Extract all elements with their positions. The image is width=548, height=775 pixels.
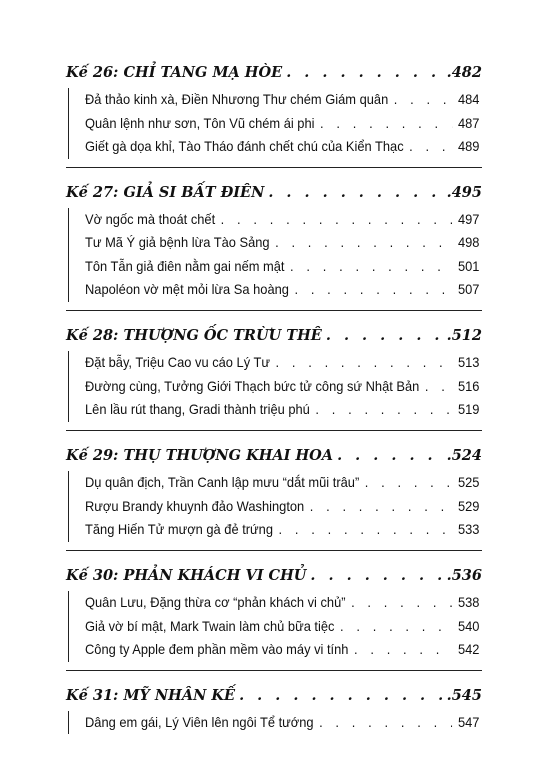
table-of-contents [66, 60, 482, 734]
dot-leader [294, 278, 452, 302]
entry-title: Đường cùng, Tưởng Giới Thạch bức tử công sứ Nhật Bản [85, 377, 420, 394]
entry-page-number: 538 [457, 594, 480, 611]
entry-title: Napoléon vờ mệt mỏi lừa Sa hoàng [85, 281, 289, 298]
dot-leader [279, 518, 453, 542]
toc-entry[interactable] [85, 615, 479, 639]
dot-leader [239, 683, 443, 709]
chapter-title: Kế 27: GIẢ SI BẤT ĐIÊN [66, 183, 265, 201]
chapter-title: Kế 29: THỤ THƯỢNG KHAI HOA [66, 447, 334, 465]
chapter-divider [66, 310, 482, 311]
dot-leader [354, 638, 452, 662]
entry-page-number: 487 [457, 114, 480, 131]
entry-title: Lên lầu rút thang, Gradi thành triệu phú [85, 401, 310, 418]
toc-entry[interactable] [85, 495, 479, 519]
chapter-entries [68, 471, 482, 542]
entry-title: Đả thảo kinh xà, Điền Nhương Thư chém Giám quân [85, 91, 389, 107]
dot-leader [319, 711, 452, 735]
entry-page-number: 489 [457, 138, 480, 154]
chapter-entries [68, 351, 482, 422]
entry-page-number: 516 [457, 377, 480, 394]
chapter-divider [66, 167, 482, 168]
entry-page-number: 497 [457, 210, 480, 227]
entry-page-number: 542 [457, 641, 480, 658]
chapter-entries [68, 591, 482, 662]
toc-entry[interactable] [85, 208, 479, 232]
entry-title: Dụ quân địch, Trần Canh lập mưu “dắt mũi trâu” [85, 474, 360, 491]
toc-entry[interactable] [85, 231, 479, 255]
chapter-divider [66, 430, 482, 431]
toc-entry[interactable] [85, 398, 479, 422]
dot-leader [275, 351, 452, 375]
chapter-heading[interactable] [66, 323, 482, 349]
dot-leader [326, 323, 443, 349]
chapter-page-number: .495 [446, 183, 482, 201]
toc-entry[interactable] [85, 88, 479, 112]
toc-chapter [66, 180, 482, 302]
entry-title: Tư Mã Ý giả bệnh lừa Tào Sảng [85, 234, 270, 251]
chapter-title: Kế 26: CHỈ TANG MẠ HÒE [66, 64, 283, 81]
toc-chapter [66, 443, 482, 542]
entry-page-number: 484 [457, 91, 480, 107]
entry-title: Vờ ngốc mà thoát chết [85, 210, 216, 227]
dot-leader [315, 398, 452, 422]
entry-page-number: 540 [457, 617, 480, 634]
chapter-heading[interactable] [66, 443, 482, 469]
toc-entry[interactable] [85, 255, 479, 279]
entry-title: Giả vờ bí mật, Mark Twain làm chủ bữa tiệc [85, 617, 335, 634]
entry-title: Đặt bẫy, Triệu Cao vu cáo Lý Tư [85, 354, 270, 371]
toc-entry[interactable] [85, 518, 479, 542]
entry-page-number: 507 [457, 281, 480, 298]
toc-entry[interactable] [85, 471, 479, 495]
dot-leader [337, 443, 443, 469]
entry-page-number: 498 [457, 234, 480, 251]
dot-leader [310, 495, 453, 519]
toc-chapter [66, 563, 482, 662]
entry-title: Quân Lưu, Đặng thừa cơ “phản khách vi chủ” [85, 594, 346, 611]
toc-entry[interactable] [85, 135, 479, 159]
entry-title: Rượu Brandy khuynh đảo Washington [85, 497, 305, 514]
toc-entry[interactable] [85, 351, 479, 375]
entry-title: Giết gà dọa khỉ, Tào Tháo đánh chết chú của Kiển Thạc [85, 138, 404, 154]
chapter-page-number: .536 [446, 567, 482, 585]
chapter-entries [68, 88, 482, 159]
chapter-entries [68, 711, 482, 735]
chapter-heading[interactable] [66, 180, 482, 206]
chapter-page-number: .524 [446, 447, 482, 465]
dot-leader [310, 563, 442, 589]
chapter-page-number: .512 [446, 327, 482, 345]
dot-leader [409, 135, 452, 159]
toc-entry[interactable] [85, 278, 479, 302]
toc-entry[interactable] [85, 711, 479, 735]
entry-page-number: 547 [457, 713, 480, 730]
dot-leader [268, 180, 442, 206]
toc-entry[interactable] [85, 591, 479, 615]
dot-leader [394, 88, 453, 112]
entry-title: Tôn Tẫn giả điên nằm gai nếm mật [85, 257, 285, 274]
entry-page-number: 519 [457, 401, 480, 418]
dot-leader [365, 471, 453, 495]
toc-entry[interactable] [85, 112, 479, 136]
chapter-heading[interactable] [66, 683, 482, 709]
chapter-title: Kế 30: PHẢN KHÁCH VI CHỦ [66, 567, 307, 585]
chapter-heading[interactable] [66, 60, 482, 86]
entry-page-number: 525 [457, 474, 480, 491]
entry-title: Tăng Hiến Tử mượn gà đẻ trứng [85, 521, 274, 538]
entry-page-number: 533 [457, 521, 480, 538]
dot-leader [221, 208, 453, 232]
entry-page-number: 501 [457, 257, 480, 274]
entry-page-number: 513 [457, 354, 480, 371]
entry-title: Dâng em gái, Lý Viên lên ngôi Tể tướng [85, 713, 314, 730]
entry-page-number: 529 [457, 497, 480, 514]
toc-chapter [66, 683, 482, 735]
toc-chapter [66, 60, 482, 159]
dot-leader [320, 112, 452, 136]
chapter-heading[interactable] [66, 563, 482, 589]
dot-leader [290, 255, 452, 279]
dot-leader [340, 615, 452, 639]
toc-chapter [66, 323, 482, 422]
entry-title: Quân lệnh như sơn, Tôn Vũ chém ái phi [85, 114, 315, 131]
chapter-divider [66, 670, 482, 671]
chapter-page-number: .482 [446, 64, 482, 81]
chapter-divider [66, 550, 482, 551]
chapter-title: Kế 28: THƯỢNG ỐC TRỪU THÊ [66, 327, 322, 345]
toc-entry[interactable] [85, 375, 479, 399]
entry-title: Công ty Apple đem phần mềm vào máy vi tính [85, 641, 349, 658]
dot-leader [286, 60, 442, 86]
chapter-title: Kế 31: MỸ NHÂN KẾ [66, 686, 236, 704]
dot-leader [275, 231, 452, 255]
chapter-page-number: .545 [446, 686, 482, 704]
dot-leader [425, 375, 453, 399]
dot-leader [351, 591, 452, 615]
chapter-entries [68, 208, 482, 302]
toc-entry[interactable] [85, 638, 479, 662]
